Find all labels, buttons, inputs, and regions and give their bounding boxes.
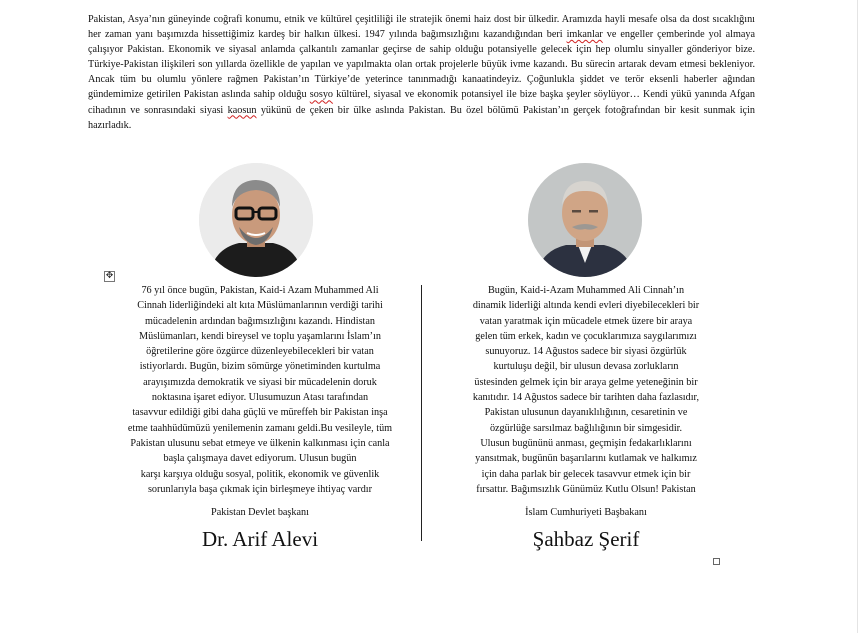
intro-paragraph [88,12,755,133]
table-move-handle-icon[interactable]: ✥ [105,271,114,281]
sharif-line: kanıtıdır. 14 Ağustos sadece bir tarihten daha fazlasıdır, [472,392,700,404]
portrait-arif-alvi [199,163,313,277]
sharif-name: Şahbaz Şerif [532,527,640,551]
alvi-line: mücadelenin ardından bağımsızlığını kazandı. Hindistan [144,315,375,327]
sharif-line: için daha parlak bir gelecek tasavvur etmek için bir [481,468,691,480]
spell-flag-kaosun: kaosun [227,104,257,116]
spell-flag-imkanlar: imkanlar [566,29,603,41]
alvi-title: Pakistan Devlet başkanı [211,507,309,518]
alvi-line: arayışımızda demokratik ve siyasi bir mücadelenin doruk [143,376,377,388]
alvi-line: Pakistan ulusunu sebat etmeye ve ülkenin kalkınması için canla [130,437,390,449]
alvi-line: noktasına işaret ediyor. Ulusumuzun Atası tarafından [151,392,369,404]
alvi-line: 76 yıl önce bugün, Pakistan, Kaid-i Azam Muhammed Ali [141,285,379,296]
table-resize-handle-icon[interactable] [713,558,720,565]
alvi-line: öğretilerine göre özgürce düzenleyebilecekleri bir vatan [146,346,374,358]
sharif-line: özgürlüğe sarsılmaz bağlılığının bir simgesidir. [489,422,683,434]
intro-text-2: ve engeller çemberinde yol almaya çalışıyor Pakistan. Ekonomik ve siyasal anlamda çalkantılı zamanlar geçirse de sahip olduğu potansiyelle gelecek için hep olumlu sinyaller gönderiyor bize. Türkiye-Pakistan ilişkileri son yıllarda özellikle de yapılan ve yapılmakta olan ortak projelerle büyük ivme kazandı. Bu sürecin artarak devam etmesi bekleniyor. Ancak tüm bu olumlu yönlere rağmen Pakistan’ın Türkiye’de yeterince tanınmadığı kanaatindeyiz. Çoğunlukla şiddet ve terör eksenli haberler ağından gündemimize getirilen Pakistan aslında sahip olduğu [88,29,756,101]
sharif-message [455,283,717,497]
sharif-line: vatan yaratmak için mücadele etmek üzere bir araya [479,315,693,327]
sharif-line: yansıtmak, bugünün başarılarını kutlamak ve halkımız [475,453,697,465]
alvi-line: tasavvur edildiği gibi daha güçlü ve müreffeh bir Pakistan inşa [132,407,388,419]
alvi-line: sorunlarıyla başa çıkmak için birleşmeye ihtiyaç vardır [147,483,373,495]
sharif-line: Bugün, Kaid-i-Azam Muhammed Ali Cinnah’ın [487,285,685,296]
spell-flag-sosyo: sosyo [309,89,334,101]
sharif-line: dinamik liderliği altında kendi evleri diyebilecekleri bir [472,300,700,312]
alvi-line: karşı karşıya olduğu sosyal, politik, ekonomik ve güvenlik [140,468,380,480]
sharif-title: İslam Cumhuriyeti Başbakanı [525,507,647,518]
sharif-line: sunuyoruz. 14 Ağustos sadece bir siyasi özgürlük [485,346,687,358]
sharif-line: kurtuluşu değil, bir ulusun devasa zorlukların [493,361,679,373]
alvi-message [110,283,410,497]
intro-text-1: Pakistan, Asya’nın güneyinde coğrafi konumu, etnik ve kültürel çeşitliliği ile stratejik önemi haiz dost bir ülkedir. Aramızda hayli mesafe olsa da dost sıcaklığını her zaman yanı başımızda hissettiğimiz kardeş bir halkın ülkesi. 1947 yılında bağımsızlığını kazandığından beri [88,14,755,41]
alvi-line: Cinnah liderliğindeki alt kıta Müslümanlarının verdiği tarihi [137,300,383,312]
page-edge [857,0,858,633]
alvi-line: başla çalışmaya davet ediyorum. Ulusun bugün [163,453,357,465]
alvi-name: Dr. Arif Alevi [201,527,319,551]
sharif-line: Pakistan ulusunun dayanıklılığının, cesaretinin ve [484,407,688,419]
sharif-line: üstesinden gelmek için bir araya gelme yeteneğinin bir [474,376,698,388]
alvi-line: Müslümanları, kendi bireysel ve toplu yaşamlarını İslam’ın [139,330,381,342]
sharif-line: Ulusun bugününü anması, geçmişin fedakarlıklarını [480,437,692,449]
portrait-shehbaz-sharif [528,163,642,277]
sharif-line: gelen tüm erkek, kadın ve çocuklarımıza saygılarımızı [475,330,697,342]
alvi-line: etme taahhüdümüzü yenilemenin zamanı geldi.Bu vesileyle, tüm [127,422,393,434]
intro-text-3: kültürel, siyasal ve ekonomik potansiyel ile bize başka şeyler söylüyor… Kendi yükü yanında Afgan cihadının ve sonrasındaki siyasi [88,89,755,116]
alvi-line: istiyorlardı. Bugün, bizim sömürge yönetiminden kurtulma [139,361,381,373]
sharif-line: fırsattır. Bağımsızlık Günümüz Kutlu Olsun! Pakistan [476,483,696,495]
column-divider [421,285,422,541]
intro-text-4: yükünü de çeken bir ülke aslında Pakistan. Bu özel bölümü Pakistan’ın gerçek fotoğrafından bir kesit sunmak için hazırladık. [88,104,755,131]
